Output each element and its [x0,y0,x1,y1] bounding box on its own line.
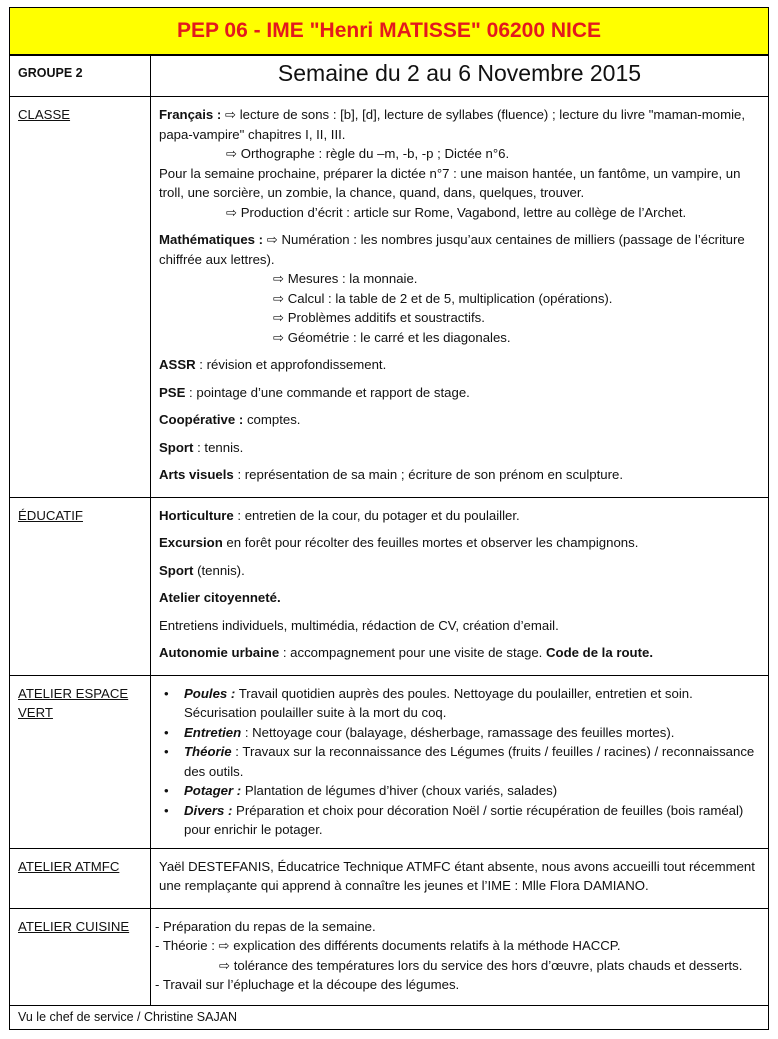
orthographe-text: Orthographe : règle du –m, -b, -p ; Dictée n°6. [240,146,510,161]
arrow-icon: ⇨ [218,938,230,953]
list-item: • Théorie : Travaux sur la reconnaissance des Légumes (fruits / feuilles / racines) / reconnaissance des outils. [164,744,755,779]
section-classe: CLASSE [18,107,71,122]
francais-text: lecture de sons : [b], [d], lecture de syllabes (fluence) ; lecture du livre "maman-momie, papa-vampire" chapitres I, II, III. [159,107,746,142]
classe-content [151,97,769,498]
schedule-table [9,55,769,1030]
section-cuisine: ATELIER CUISINE [18,918,130,934]
section-educatif: ÉDUCATIF [18,507,83,523]
cuisine-content [151,908,769,1005]
maths-item: Mesures : la monnaie. [287,271,418,286]
classe-row [10,97,769,498]
arrow-icon: ⇨ [219,957,231,973]
maths-item: Problèmes additifs et soustractifs. [287,310,485,325]
sport-line: Sport (tennis). [159,562,245,578]
list-item: • Divers : Préparation et choix pour décoration Noël / sortie récupération de feuilles (bois raméal) pour enrichir le potager. [164,802,744,837]
atmfc-text: Yaël DESTEFANIS, Éducatrice Technique ATMFC étant absente, nous avons accueilli tout récemment une remplaçante qui apprend à connaître les jeunes et l’IME : Mlle Flora DAMIANO. [159,858,755,893]
excursion-line: Excursion en forêt pour récolter des feuilles mortes et observer les champignons. [159,535,639,550]
maths-item: Calcul : la table de 2 et de 5, multiplication (opérations). [287,290,613,306]
cuisine-line: - Théorie : ⇨ explication des différents documents relatifs à la méthode HACCP. [155,938,621,953]
sport-line: Sport : tennis. [159,439,244,455]
educatif-content [151,497,769,675]
espace-vert-row [10,675,769,848]
arrow-icon: ⇨ [273,310,285,325]
francais-block [159,105,760,144]
week-title: Semaine du 2 au 6 Novembre 2015 [151,56,769,97]
educatif-row [10,497,769,675]
list-item: • Poules : Travail quotidien auprès des poules. Nettoyage du poulailler, entretien et soin. Sécurisation poulailler suite à la mort du coq. [164,685,693,720]
maths-label: Mathématiques : [159,232,264,247]
francais-label: Français : [159,107,222,122]
horticulture-line: Horticulture : entretien de la cour, du potager et du poulailler. [159,507,520,523]
cuisine-row [10,908,769,1005]
arrow-icon: ⇨ [273,329,285,345]
espace-vert-list [159,684,760,840]
page-title: PEP 06 - IME "Henri MATISSE" 06200 NICE [9,7,769,55]
citoyennete-line: Atelier citoyenneté. [159,590,281,605]
list-item: • Entretien : Nettoyage cour (balayage, désherbage, ramassage des feuilles mortes). [159,723,760,743]
page [9,7,769,1030]
footer-row [10,1005,769,1029]
arrow-icon: ⇨ [226,146,238,161]
cooperative-line: Coopérative : comptes. [159,412,301,427]
cuisine-line: - Travail sur l’épluchage et la découpe des légumes. [155,977,460,992]
arrow-icon: ⇨ [273,271,285,286]
atmfc-row [10,848,769,908]
bullet-icon: • [164,724,169,740]
arrow-icon: ⇨ [273,290,285,306]
cuisine-line: ⇨ tolérance des températures lors du service des hors d’œuvre, plats chauds et desserts. [219,957,743,973]
cuisine-line: - Préparation du repas de la semaine. [155,918,376,934]
bullet-icon: • [164,802,169,818]
maths-item: Géométrie : le carré et les diagonales. [287,329,511,345]
maths-block [159,230,760,269]
group-label: GROUPE 2 [10,56,151,97]
bullet-icon: • [164,744,169,759]
arts-line: Arts visuels : représentation de sa main ; écriture de son prénom en sculpture. [159,467,624,482]
maths-text: Numération : les nombres jusqu’aux centaines de milliers (passage de l’écriture chiffrée aux lettres). [159,232,745,267]
list-item: • Potager : Plantation de légumes d’hiver (choux variés, salades) [159,781,760,801]
espace-vert-content [151,675,769,848]
arrow-icon: ⇨ [226,204,238,220]
arrow-icon: ⇨ [224,107,237,122]
pse-line: PSE : pointage d’une commande et rapport de stage. [159,384,470,400]
entretiens-line: Entretiens individuels, multimédia, rédaction de CV, création d’email. [159,617,559,633]
bullet-icon: • [164,685,169,701]
assr-line: ASSR : révision et approfondissement. [159,357,387,372]
autonomie-line: Autonomie urbaine : accompagnement pour une visite de stage. Code de la route. [159,645,653,660]
header-row [10,56,769,97]
footer-signature: Vu le chef de service / Christine SAJAN [10,1005,769,1029]
atmfc-content [151,848,769,908]
semaine-prochaine-text: Pour la semaine prochaine, préparer la dictée n°7 : une maison hantée, un fantôme, un vampire, un troll, une sorcière, un zombie, la chance, quand, dans, quelques, trouver. [159,165,741,200]
section-atmfc: ATELIER ATMFC [18,858,120,874]
section-espace-vert: ATELIER ESPACE VERT [18,685,129,720]
production-text: Production d’écrit : article sur Rome, Vagabond, lettre au collège de l’Archet. [240,204,687,220]
arrow-icon: ⇨ [266,232,278,247]
bullet-icon: • [164,783,169,798]
